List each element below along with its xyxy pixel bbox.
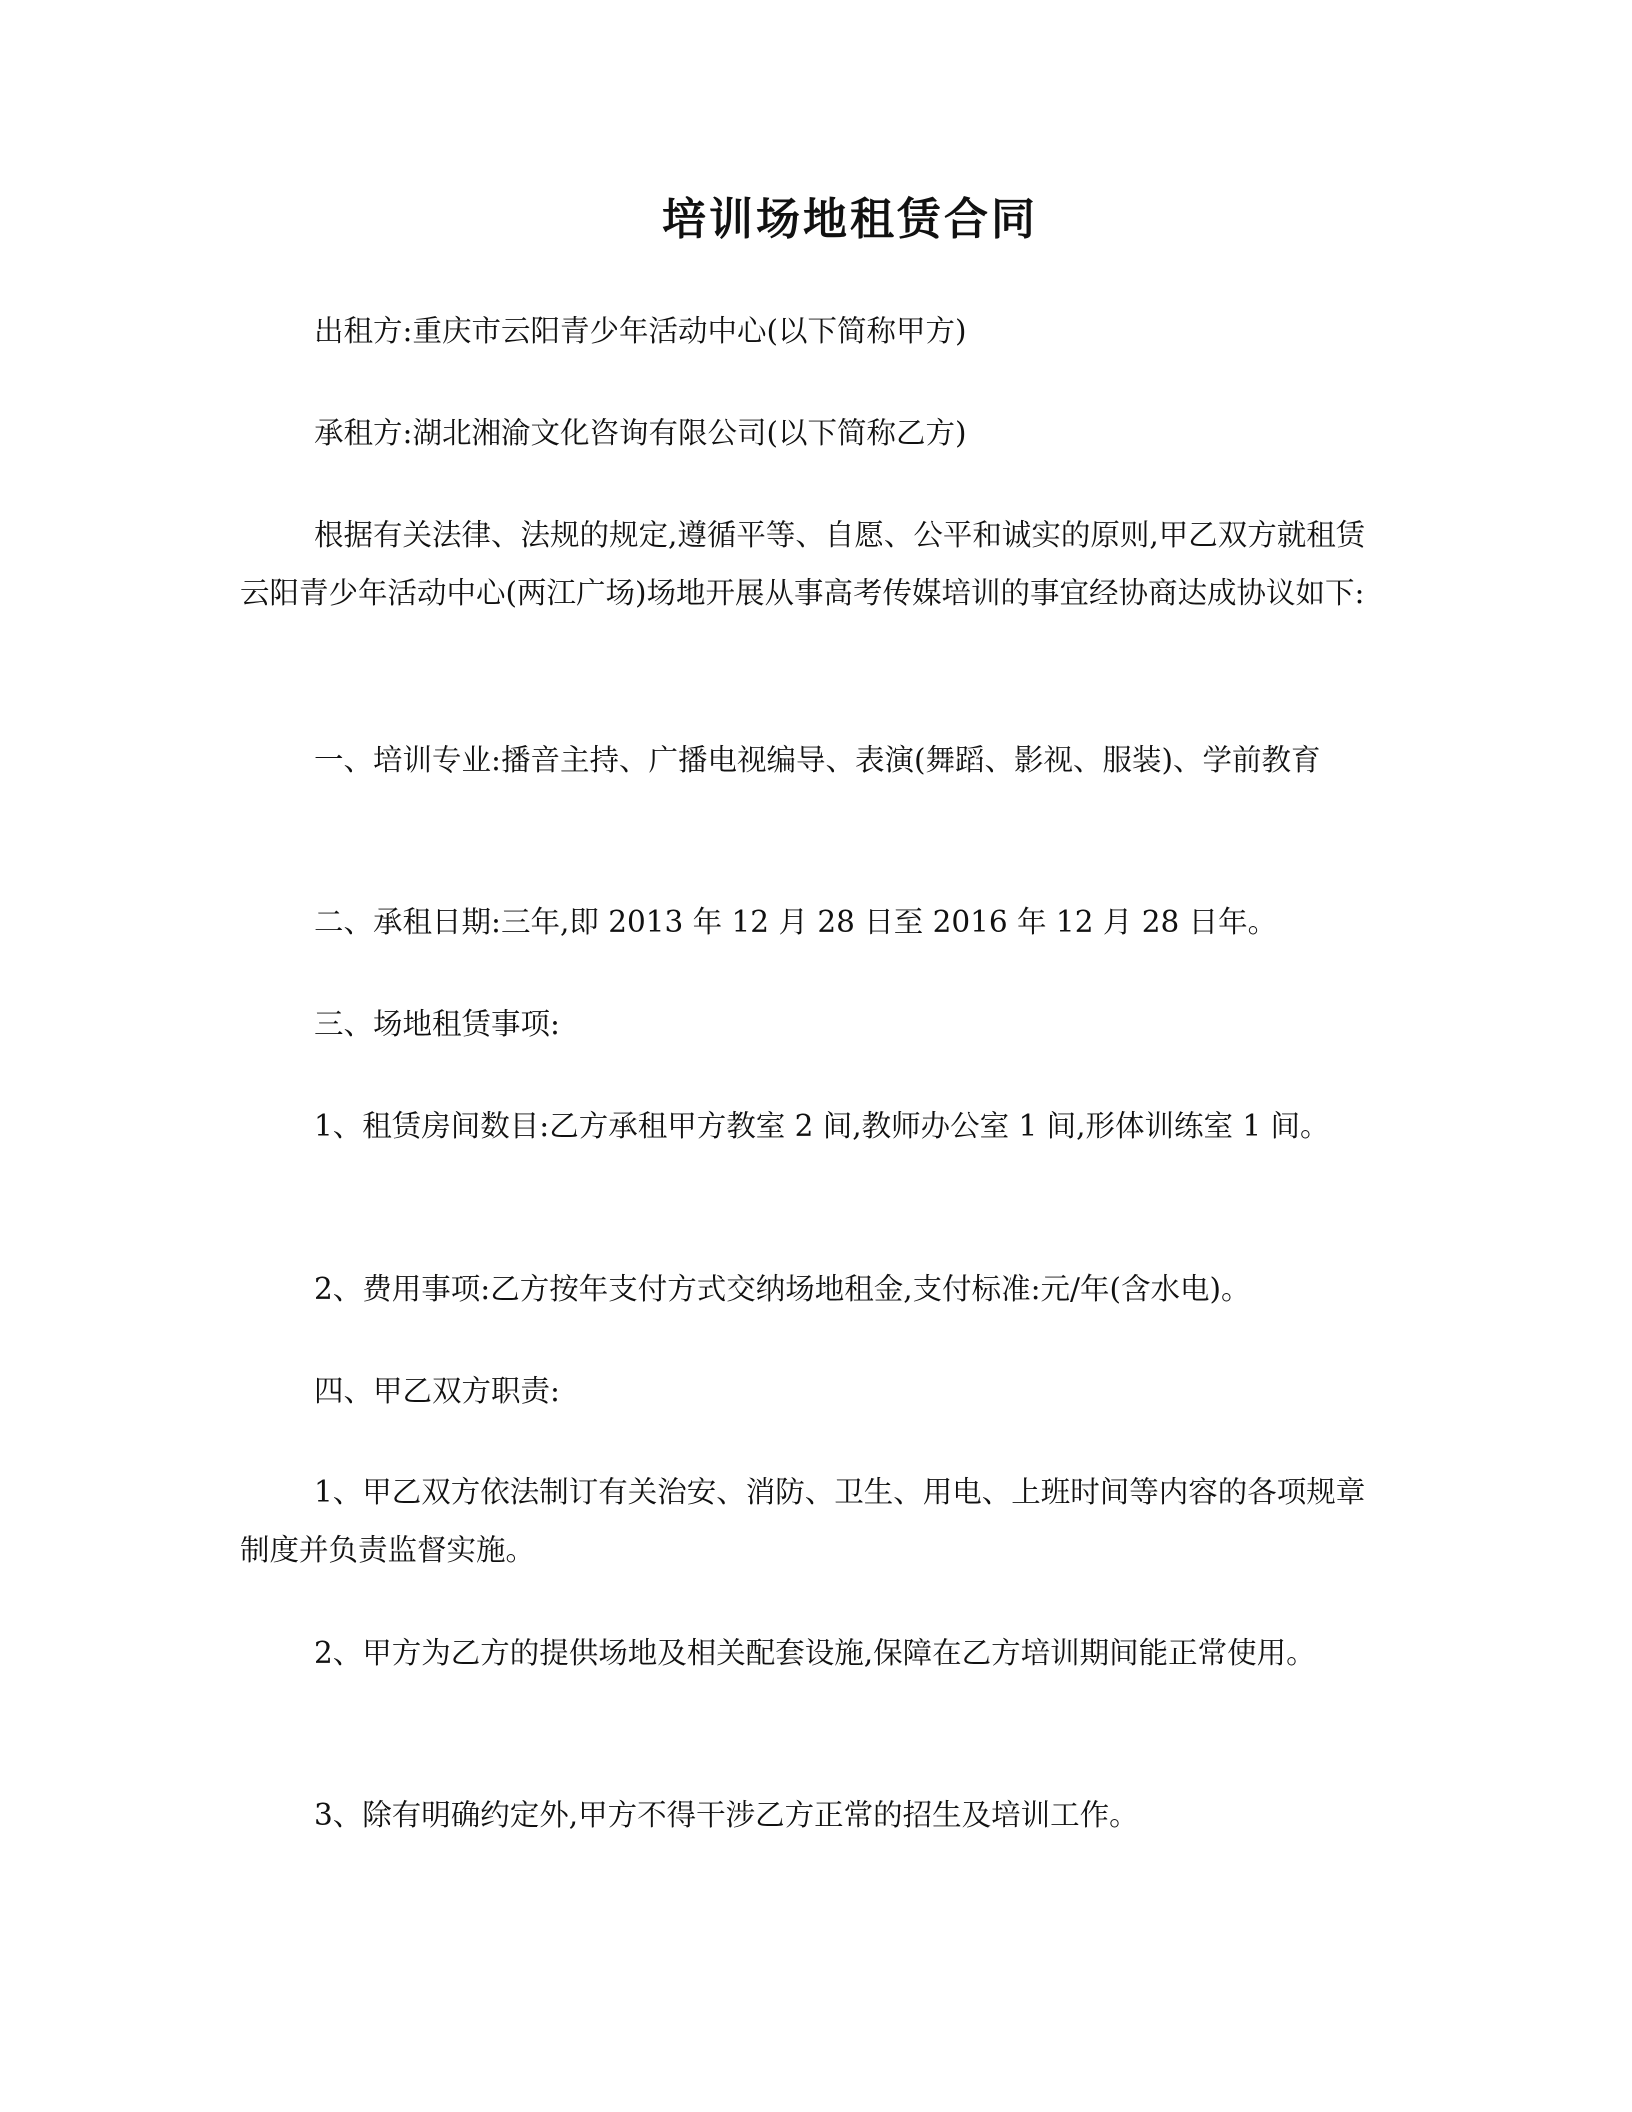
clause-3-item-2: 2、费用事项:乙方按年支付方式交纳场地租金,支付标准:元/年(含水电)。 <box>314 1272 1251 1306</box>
clause-1-training-majors: 一、培训专业:播音主持、广播电视编导、表演(舞蹈、影视、服装)、学前教育 <box>314 743 1321 777</box>
document-title: 培训场地租赁合同 <box>662 194 1038 245</box>
clause-4-item-2: 2、甲方为乙方的提供场地及相关配套设施,保障在乙方培训期间能正常使用。 <box>314 1636 1316 1670</box>
clause-2-lease-term: 二、承租日期:三年,即 2013 年 12 月 28 日至 2016 年 12 月 28 日年。 <box>314 905 1278 939</box>
clause-4-item-1: 1、甲乙双方依法制订有关治安、消防、卫生、用电、上班时间等内容的各项规章制度并负责监督实施。 <box>240 1475 1366 1567</box>
clause-4-heading: 四、甲乙双方职责: <box>314 1374 560 1408</box>
clause-3-item-1: 1、租赁房间数目:乙方承租甲方教室 2 间,教师办公室 1 间,形体训练室 1 间。 <box>314 1109 1330 1143</box>
lessee-paragraph: 承租方:湖北湘渝文化咨询有限公司(以下简称乙方) <box>314 416 967 450</box>
preamble-paragraph: 根据有关法律、法规的规定,遵循平等、自愿、公平和诚实的原则,甲乙双方就租赁云阳青少年活动中心(两江广场)场地开展从事高考传媒培训的事宜经协商达成协议如下: <box>240 518 1366 610</box>
lessor-paragraph: 出租方:重庆市云阳青少年活动中心(以下简称甲方) <box>314 314 967 348</box>
clause-4-item-3: 3、除有明确约定外,甲方不得干涉乙方正常的招生及培训工作。 <box>314 1798 1139 1832</box>
clause-3-heading: 三、场地租赁事项: <box>314 1007 560 1041</box>
